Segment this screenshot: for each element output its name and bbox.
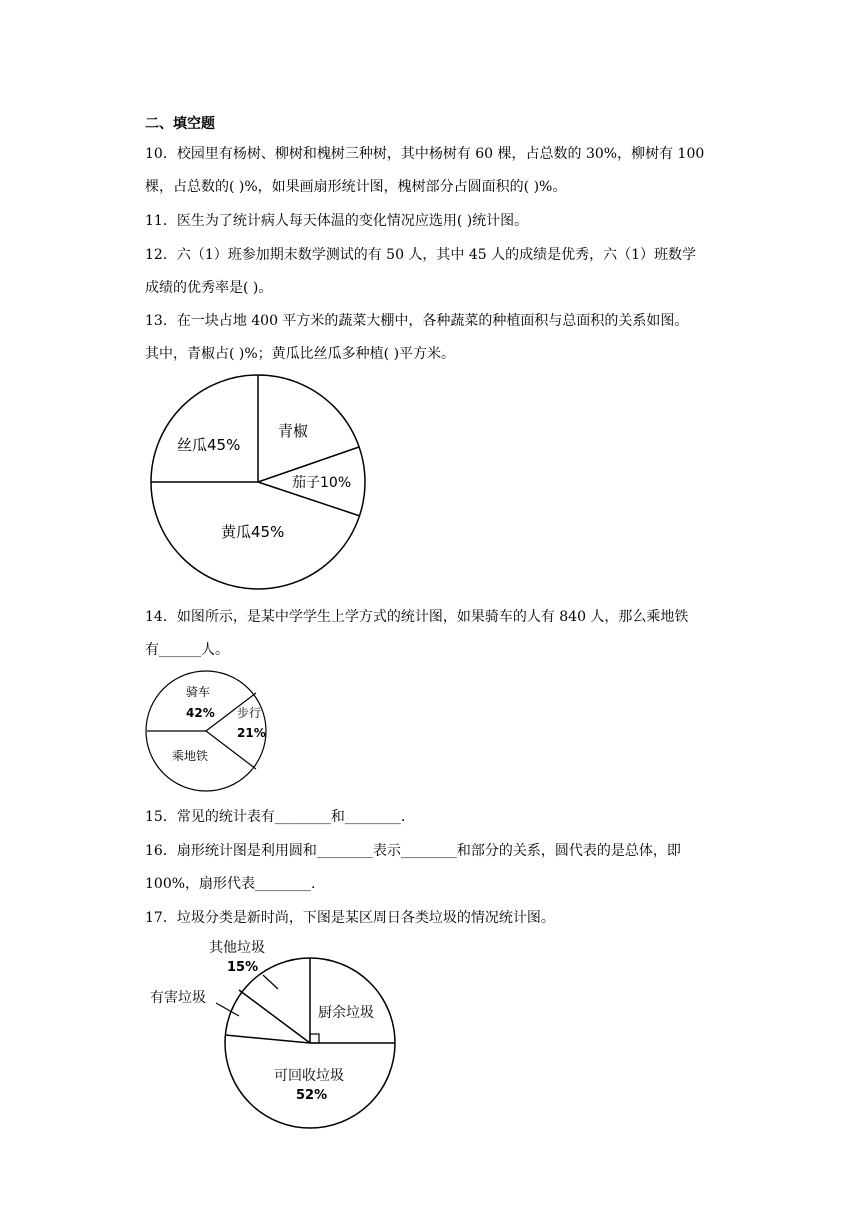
q13-line2: 其中，青椒占( )%；黄瓜比丝瓜多种植( )平方米。 [145, 346, 456, 362]
pie3-leader-harmful [216, 1003, 239, 1016]
pie3-label-harmful: 有害垃圾 [150, 990, 206, 1006]
pie3-label-other: 其他垃圾 [209, 940, 265, 956]
pie3-leader-other [263, 975, 278, 989]
pie3-label-recyclable: 可回收垃圾 [274, 1068, 344, 1084]
pie1-label-huanggua: 黄瓜45% [221, 523, 285, 541]
q14-line1: 14．如图所示，是某中学学生上学方式的统计图，如果骑车的人有 840 人，那么乘地铁 [145, 609, 689, 625]
pie3-pct-recyclable: 52% [296, 1088, 328, 1103]
pie3-label-kitchen: 厨余垃圾 [318, 1005, 374, 1021]
q12-line1: 12．六（1）班参加期末数学测试的有 50 人，其中 45 人的成绩是优秀，六（1）班数学 [145, 247, 697, 263]
pie3-pct-other: 15% [227, 960, 259, 975]
pie2-label-qiche: 骑车 [186, 685, 211, 699]
q16-line2: 100%，扇形代表________. [145, 876, 316, 892]
q11-line: 11．医生为了统计病人每天体温的变化情况应选用( )统计图。 [145, 213, 529, 229]
pie3-divider-left [225, 1035, 310, 1043]
pie2-pct-buxing: 21% [237, 726, 266, 740]
q13-line1: 13．在一块占地 400 平方米的蔬菜大棚中，各种蔬菜的种植面积与总面积的关系如图。 [145, 313, 689, 329]
pie2-pct-qiche: 42% [186, 706, 215, 720]
q10-line1: 10．校园里有杨树、柳树和槐树三种树，其中杨树有 60 棵，占总数的 30%，柳树有 100 [145, 146, 705, 162]
q10-line2: 棵，占总数的( )%，如果画扇形统计图，槐树部分占圆面积的( )%。 [145, 179, 567, 195]
pie1-label-sigua: 丝瓜45% [177, 436, 241, 454]
pie3-right-angle-mark [310, 1034, 319, 1043]
section-heading: 二、填空题 [145, 116, 215, 132]
q17-line: 17．垃圾分类是新时尚，下图是某区周日各类垃圾的情况统计图。 [145, 910, 555, 926]
q12-line2: 成绩的优秀率是( )。 [145, 280, 273, 296]
pie1-label-qiezi: 茄子10% [292, 475, 352, 491]
pie2-label-buxing: 步行 [237, 706, 262, 720]
q16-line1: 16．扇形统计图是利用圆和________表示________和部分的关系，圆代表的是总体，即 [145, 843, 681, 859]
pie1-label-qingjiao: 青椒 [278, 422, 309, 440]
q14-line2: 有______人。 [145, 642, 229, 658]
pie2-label-ditie: 乘地铁 [172, 749, 209, 763]
q15-line: 15．常见的统计表有________和________. [145, 809, 406, 825]
pie3-divider-upper-left [239, 990, 310, 1043]
